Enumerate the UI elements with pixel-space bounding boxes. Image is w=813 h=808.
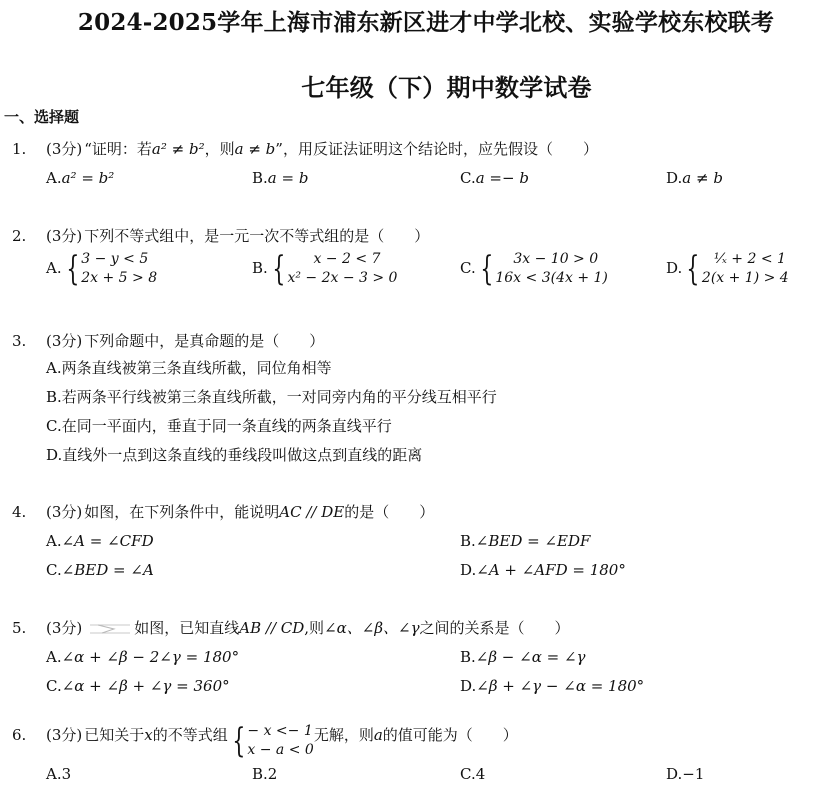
system-bottom: 16x < 3(4x + 1) [495,270,608,286]
option-label: D. [666,169,683,187]
question-points: (3分) [46,227,83,245]
system-bottom: x − a < 0 [247,742,314,758]
option-label: A. [46,532,62,550]
left-brace: { [686,249,700,289]
q3-option-d[interactable] [46,444,422,465]
figure-thumbnail-icon [88,622,132,636]
option-label: C. [46,561,62,579]
option-math: ∠β − ∠α = ∠γ [475,648,586,666]
question-points: (3分) [46,726,83,744]
q6-option-b[interactable] [252,765,277,783]
option-label: C. [460,765,476,783]
option-text: 4 [475,765,486,783]
stem-text: 之间的关系是（ ） [419,619,570,637]
option-math: ∠α + ∠β + ∠γ = 360° [61,677,230,695]
option-label: D. [460,677,477,695]
q1-option-c[interactable] [460,169,529,187]
q3-option-b[interactable] [46,386,497,407]
paper-title-line-1: 2024-2025学年上海市浦东新区进才中学北校、实验学校东校联考 [77,9,775,36]
option-text: 直线外一点到这条直线的垂线段叫做这点到直线的距离 [62,446,423,464]
option-label: A. [46,359,62,377]
stem-text: ，则 [204,140,235,158]
system-top: 3 − y < 5 [81,251,149,267]
option-math: ∠A = ∠CFD [61,532,154,550]
stem-math: a² ≠ b² [151,140,205,158]
option-label: A. [46,169,62,187]
q3-option-c[interactable] [46,415,392,436]
option-label: D. [460,561,477,579]
option-math: ∠β + ∠γ − ∠α = 180° [476,677,645,695]
option-text: 2 [267,765,278,783]
q4-option-c[interactable] [46,561,154,579]
option-label: B. [460,648,476,666]
option-label: B. [46,388,62,406]
q3-option-a[interactable] [46,357,332,378]
option-label: B. [460,532,476,550]
option-math: a² = b² [61,169,115,187]
q2-option-d[interactable] [666,250,789,288]
question-2-stem [12,225,429,246]
option-label: B. [252,259,268,277]
question-points: (3分) [46,619,83,637]
question-number: 5. [12,619,27,637]
question-points: (3分) [46,503,83,521]
option-label: D. [666,259,683,277]
stem-text: 下列命题中，是真命题的是（ ） [84,332,325,350]
q6-option-c[interactable] [460,765,485,783]
option-text: 在同一平面内，垂直于同一条直线的两条直线平行 [61,417,392,435]
stem-text: ”，用反证法证明这个结论时，应先假设（ ） [275,140,598,158]
system-top: − x <− 1 [247,723,313,739]
option-text: −1 [682,765,705,783]
stem-math: a [373,726,383,744]
option-label: D. [666,765,683,783]
q1-option-a[interactable] [46,169,114,187]
option-label: A. [46,259,62,277]
option-math: a = b [267,169,309,187]
option-label: B. [252,765,268,783]
q4-option-d[interactable] [460,561,626,579]
stem-text: 无解，则 [313,726,374,744]
stem-text: 如图，已知直线 [134,619,240,637]
option-text: 3 [61,765,72,783]
stem-text: 的不等式组 [152,726,228,744]
option-math: ∠A + ∠AFD = 180° [476,561,626,579]
option-label: C. [46,677,62,695]
question-1-stem [12,138,598,159]
system-top: x − 2 < 7 [313,251,381,267]
option-label: A. [46,648,62,666]
q2-option-a[interactable] [46,250,157,288]
option-math: ∠BED = ∠EDF [475,532,591,550]
option-label: B. [252,169,268,187]
left-brace: { [272,249,286,289]
stem-text: ,则 [304,619,325,637]
stem-math: x [144,726,153,744]
option-label: C. [460,259,476,277]
stem-math: AC // DE [279,503,345,521]
option-label: C. [460,169,476,187]
stem-text: 已知关于 [84,726,145,744]
question-points: (3分) [46,332,83,350]
stem-text: 如图，在下列条件中，能说明 [84,503,280,521]
option-math: a ≠ b [682,169,723,187]
stem-math: a ≠ b [234,140,276,158]
question-number: 1. [12,140,27,158]
question-3-stem [12,330,324,351]
system-top: 3x − 10 > 0 [513,251,599,267]
q1-option-d[interactable] [666,169,723,187]
stem-math: ∠α、∠β、∠γ [324,619,420,637]
left-brace: { [65,249,79,289]
section-heading: 一、选择题 [4,108,80,126]
system-bottom: 2x + 5 > 8 [81,270,158,286]
question-number: 4. [12,503,27,521]
question-number: 3. [12,332,27,350]
stem-text: “证明：若 [84,140,152,158]
q6-option-a[interactable] [46,765,71,783]
left-brace: { [480,249,494,289]
question-number: 6. [12,726,27,744]
question-points: (3分) [46,140,83,158]
left-brace: { [232,721,246,761]
question-4-stem [12,501,434,522]
q1-option-b[interactable] [252,169,308,187]
option-math: a =− b [475,169,529,187]
q2-option-c[interactable] [460,250,608,288]
q4-option-a[interactable] [46,532,154,550]
q5-option-d[interactable] [460,677,644,695]
option-label: A. [46,765,62,783]
stem-text: 的是（ ） [344,503,435,521]
option-label: C. [46,417,62,435]
system-top: ¹⁄ₓ + 2 < 1 [713,251,786,267]
option-text: 两条直线被第三条直线所截，同位角相等 [61,359,332,377]
stem-text: 下列不等式组中，是一元一次不等式组的是（ ） [84,227,430,245]
question-5-stem [12,617,570,638]
option-label: D. [46,446,63,464]
q5-option-c[interactable] [46,677,230,695]
q2-option-b[interactable] [252,250,397,288]
option-text: 若两条平行线被第三条直线所截，一对同旁内角的平分线互相平行 [61,388,497,406]
question-6-stem [12,722,518,760]
system-bottom: x² − 2x − 3 > 0 [287,270,398,286]
question-number: 2. [12,227,27,245]
option-math: ∠α + ∠β − 2∠γ = 180° [61,648,240,666]
stem-math: AB // CD [239,619,305,637]
stem-text: 的值可能为（ ） [382,726,518,744]
q6-option-d[interactable] [666,765,704,783]
option-math: ∠BED = ∠A [61,561,154,579]
paper-title-line-2: 七年级（下）期中数学试卷 [301,73,592,102]
q4-option-b[interactable] [460,532,590,550]
q5-option-a[interactable] [46,648,239,666]
system-bottom: 2(x + 1) > 4 [701,270,789,286]
q5-option-b[interactable] [460,648,585,666]
